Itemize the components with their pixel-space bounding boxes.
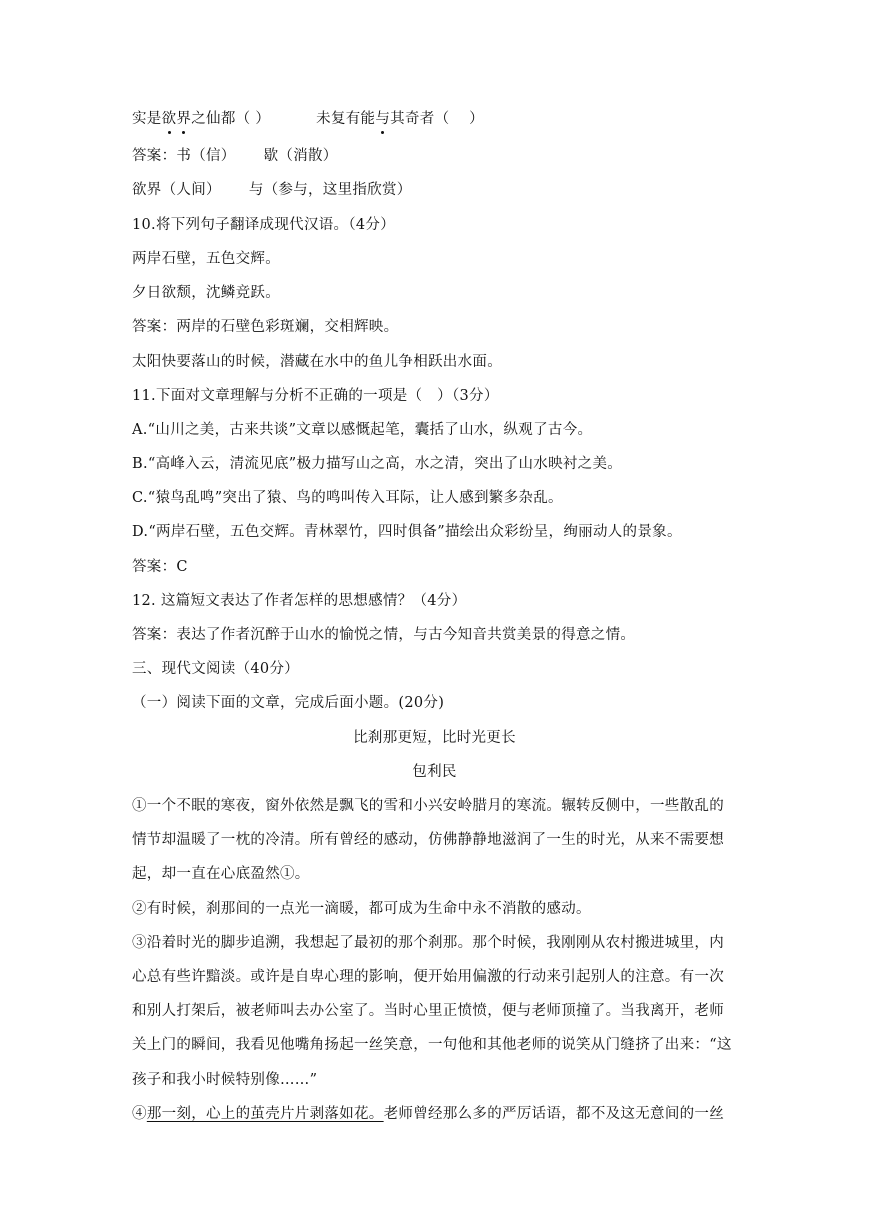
emphasis-dot-char: 与 (375, 111, 391, 127)
question-11-option-c: C.“猿鸟乱鸣”突出了猿、鸟的鸣叫传入耳际，让人感到繁多杂乱。 (132, 490, 563, 506)
emphasis-dot-char: 欲 (161, 111, 177, 127)
answer-11: 答案：C (132, 559, 188, 575)
question-11-option-a: A.“山川之美，古来共谈”文章以感慨起笔，囊括了山水，纵观了古今。 (132, 422, 593, 438)
paragraph-4-line: ④那一刻，心上的茧壳片片剥落如花。老师曾经那么多的严厉话语，都不及这无意间的一丝 (132, 1106, 725, 1122)
paragraph-1-line: ①一个不眠的寒夜，窗外依然是飘飞的雪和小兴安岭腊月的寒流。辗转反侧中，一些散乱的 (132, 798, 724, 814)
paragraph-1-line: 情节却温暖了一枕的冷清。所有曾经的感动，仿佛静静地滋润了一生的时光，从来不需要想 (132, 832, 724, 848)
article-author: 包利民 (412, 764, 457, 780)
question-9-vocab-line (132, 109, 744, 129)
question-11-option-b: B.“高峰入云，清流见底”极力描写山之高，水之清，突出了山水映衬之美。 (132, 456, 623, 472)
answer-12: 答案：表达了作者沉醉于山水的愉悦之情，与古今知音共赏美景的得意之情。 (132, 627, 636, 643)
article-title: 比刹那更短，比时光更长 (353, 730, 516, 746)
question-10: 10.将下列句子翻译成现代汉语。（4分） (132, 217, 396, 233)
question-11-option-d: D.“两岸石壁，五色交辉。青林翠竹，四时俱备”描绘出众彩纷呈，绚丽动人的景象。 (132, 524, 682, 540)
paragraph-3-line: ③沿着时光的脚步追溯，我想起了最初的那个刹那。那个时候，我刚刚从农村搬进城里，内 (132, 935, 724, 951)
question-10-sentence-1: 两岸石壁，五色交辉。 (132, 251, 280, 267)
answer-10-line-2: 太阳快要落山的时候，潜藏在水中的鱼儿争相跃出水面。 (132, 354, 502, 370)
answer-9-line-2: 欲界（人间） 与（参与，这里指欣赏） (132, 182, 412, 198)
paragraph-3-line: 关上门的瞬间，我看见他嘴角扬起一丝笑意，一句他和其他老师的说笑从门缝挤了出来：“这 (132, 1037, 732, 1053)
subsection-heading: （一）阅读下面的文章，完成后面小题。(20分) (132, 695, 445, 711)
emphasis-dot-char: 界 (176, 111, 192, 127)
paragraph-1-line: 起，却一直在心底盈然①。 (132, 866, 310, 882)
question-12: 12. 这篇短文表达了作者怎样的思想感情？（4分） (132, 593, 467, 609)
underlined-sentence: 那一刻，心上的茧壳片片剥落如花。 (146, 1106, 384, 1122)
question-11: 11.下面对文章理解与分析不正确的一项是（ ）（3分） (132, 388, 499, 404)
section-heading-modern-reading: 三、现代文阅读（40分） (132, 661, 300, 677)
q9-text-b-post: 其奇者（ ） (390, 111, 484, 127)
answer-10-line-1: 答案：两岸的石壁色彩斑斓，交相辉映。 (132, 319, 399, 335)
question-10-sentence-2: 夕日欲颓，沈鳞竞跃。 (132, 285, 280, 301)
q9-text-b-pre: 未复有能 (316, 111, 376, 127)
paragraph-2: ②有时候，刹那间的一点光一滴暖，都可成为生命中永不消散的感动。 (132, 901, 591, 917)
paragraph-3-line: 孩子和我小时候特别像……” (132, 1072, 318, 1088)
answer-9-line-1: 答案：书（信） 歇（消散） (132, 148, 338, 164)
paragraph-3-line: 和别人打架后，被老师叫去办公室了。当时心里正愤愤，便与老师顶撞了。当我离开，老师 (132, 1003, 724, 1019)
paragraph-3-line: 心总有些许黯淡。或许是自卑心理的影响，便开始用偏激的行动来引起别人的注意。有一次 (132, 969, 724, 985)
q9-text-a-pre: 实是 (132, 111, 162, 127)
q9-text-a-post: 之仙都（ ） (191, 111, 271, 127)
